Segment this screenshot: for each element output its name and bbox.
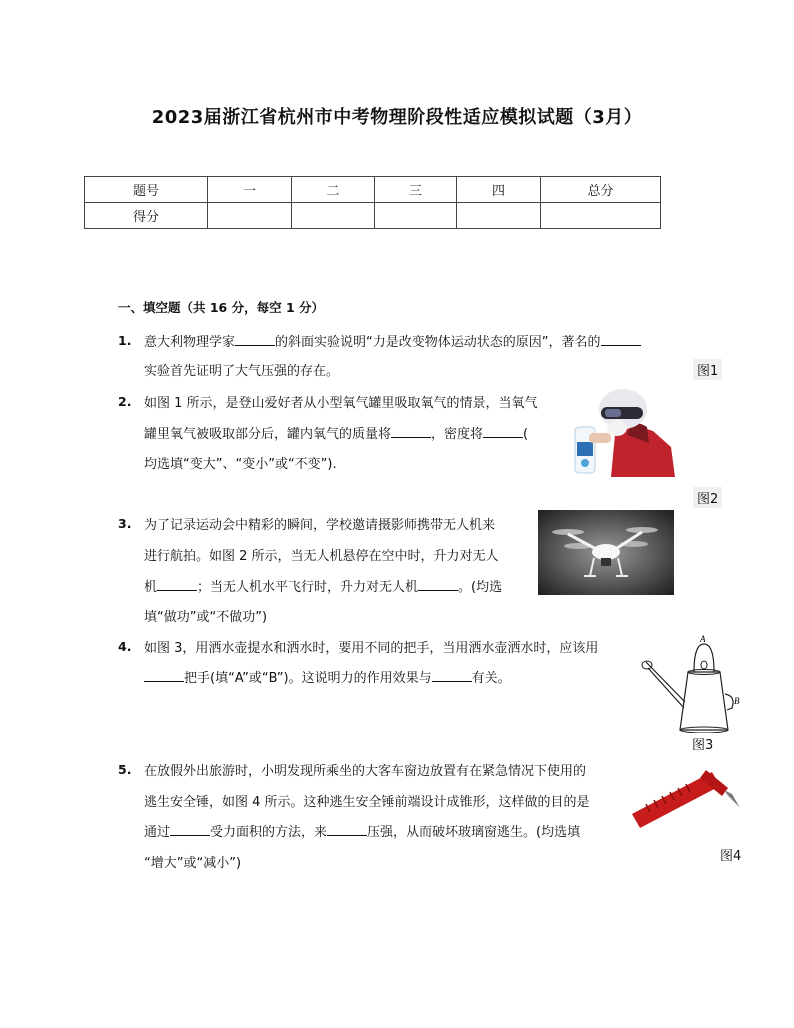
question-line	[144, 667, 511, 686]
question-line	[144, 423, 528, 442]
question-number: 3.	[118, 516, 132, 531]
table-cell: 四	[457, 177, 541, 203]
mask	[607, 420, 627, 436]
figure-label: 图3	[688, 733, 717, 754]
figure-label: 图1	[693, 359, 722, 380]
can-body	[680, 672, 728, 730]
question-text: 罐里氧气被吸取部分后，罐内氧气的质量将	[144, 427, 392, 442]
question-number: 4.	[118, 639, 132, 654]
question-line: 如图 3，用洒水壶提水和洒水时，要用不同的把手，当用洒水壶洒水时，应该用	[144, 641, 599, 656]
question-text: 机	[144, 580, 158, 595]
answer-blank[interactable]	[391, 424, 431, 438]
section-heading: 一、填空题（共 16 分，每空 1 分）	[118, 300, 325, 315]
question-line: 填“做功”或“不做功”)	[144, 610, 268, 625]
question-line	[144, 331, 641, 350]
table-cell: 二	[292, 177, 375, 203]
score-input-cell[interactable]	[375, 203, 457, 229]
question-line: 均选填“变大”、“变小”或“不变”).	[144, 457, 337, 472]
question-line: 在放假外出旅游时，小明发现所乘坐的大客车窗边放置有在紧急情况下使用的	[144, 764, 587, 779]
spout	[646, 662, 685, 702]
table-cell: 得分	[85, 203, 208, 229]
question-text: ，密度将	[431, 427, 484, 442]
answer-blank[interactable]	[483, 424, 523, 438]
question-text: 通过	[144, 825, 171, 840]
question-line: 为了记录运动会中精彩的瞬间，学校邀请摄影师携带无人机来	[144, 518, 496, 533]
answer-blank[interactable]	[327, 822, 367, 836]
drone-photo	[538, 510, 674, 595]
question-text: 压强，从而破坏玻璃窗逃生。(均选填	[367, 825, 581, 840]
answer-blank[interactable]	[418, 577, 458, 591]
handle-b	[725, 694, 733, 710]
question-text: 有关。	[471, 671, 511, 686]
safety-hammer-photo	[628, 766, 742, 836]
score-table	[84, 176, 661, 229]
table-cell: 一	[208, 177, 292, 203]
drone-body	[592, 544, 620, 560]
score-input-cell[interactable]	[457, 203, 541, 229]
hand	[589, 433, 611, 443]
score-input-cell[interactable]	[541, 203, 661, 229]
watering-can-diagram	[640, 632, 745, 734]
question-line: “增大”或“减小”)	[144, 856, 242, 871]
table-cell: 三	[375, 177, 457, 203]
answer-blank[interactable]	[157, 577, 197, 591]
question-text: 的斜面实验说明“力是改变物体运动状态的原因”，著名的	[275, 335, 601, 350]
question-line	[144, 821, 580, 840]
score-input-cell[interactable]	[208, 203, 292, 229]
question-line	[144, 576, 502, 595]
question-line: 进行航拍。如图 2 所示，当无人机悬停在空中时，升力对无人	[144, 549, 499, 564]
question-number: 2.	[118, 394, 132, 409]
question-text: 。(均选	[458, 580, 503, 595]
table-cell: 总分	[541, 177, 661, 203]
figure-label: 图4	[716, 844, 745, 865]
answer-blank[interactable]	[235, 332, 275, 346]
page-title: 2023届浙江省杭州市中考物理阶段性适应模拟试题（3月）	[151, 107, 643, 128]
question-text: (	[523, 427, 529, 442]
question-line: 逃生安全锤，如图 4 所示。这种逃生安全锤前端设计成锥形，这样做的目的是	[144, 795, 590, 810]
camera	[601, 558, 611, 566]
figure-label: 图2	[693, 487, 722, 508]
question-text: 把手(填“A”或“B”)。这说明力的作用效果与	[184, 671, 432, 686]
label-b: B	[734, 696, 740, 706]
answer-blank[interactable]	[601, 332, 641, 346]
handle-a	[694, 644, 714, 672]
question-text: 意大利物理学家	[144, 335, 236, 350]
question-text: 受力面积的方法，来	[210, 825, 328, 840]
hammer-tip	[724, 790, 738, 806]
question-line: 如图 1 所示，是登山爱好者从小型氧气罐里吸取氧气的情景，当氧气	[144, 396, 538, 411]
score-table-header-row	[85, 177, 661, 203]
climber-oxygen-photo	[571, 387, 675, 477]
score-table-row	[85, 203, 661, 229]
question-text: ；当无人机水平飞行时，升力对无人机	[197, 580, 419, 595]
question-number: 5.	[118, 762, 132, 777]
answer-blank[interactable]	[432, 668, 472, 682]
table-cell: 题号	[85, 177, 208, 203]
answer-blank[interactable]	[144, 668, 184, 682]
question-line: 实验首先证明了大气压强的存在。	[144, 364, 340, 379]
answer-blank[interactable]	[170, 822, 210, 836]
label-a: A	[700, 634, 706, 644]
question-number: 1.	[118, 333, 132, 348]
score-input-cell[interactable]	[292, 203, 375, 229]
